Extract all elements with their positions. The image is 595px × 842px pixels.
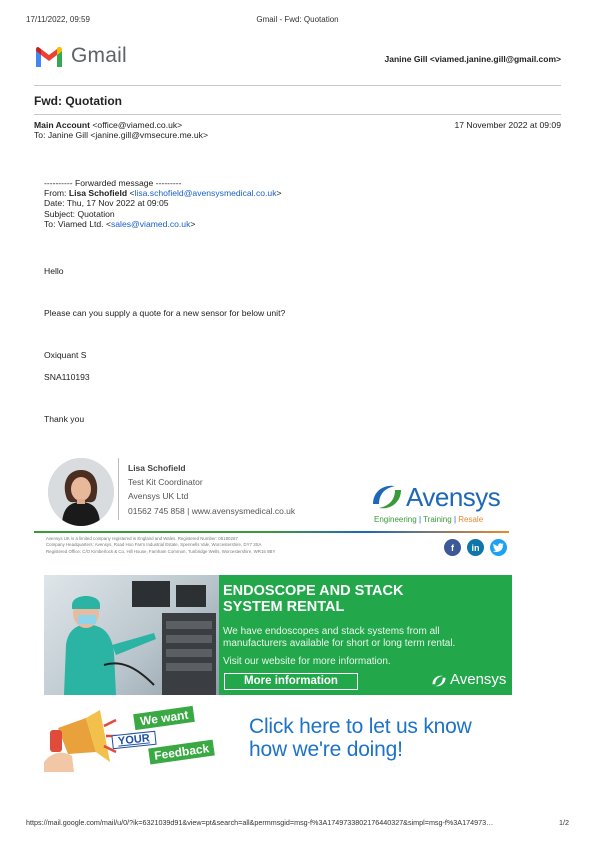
banner-text: We have endoscopes and stack systems from all manufacturers available for short or long term rental. [223, 626, 456, 649]
feedback-word: Feedback [148, 740, 215, 765]
feedback-graphic[interactable] [44, 706, 224, 772]
banner-avensys-icon [430, 674, 448, 688]
account-email: Janine Gill <viamed.janine.gill@gmail.com> [384, 54, 561, 64]
gmail-wordmark: Gmail [71, 44, 127, 67]
signature-contact: 01562 745 858 | www.avensysmedical.co.uk [128, 506, 296, 516]
body-request: Please can you supply a quote for a new sensor for below unit? [44, 308, 286, 318]
body-signoff: Thank you [44, 414, 85, 424]
signature-job-title: Test Kit Coordinator [128, 477, 203, 487]
avensys-logo-text: Avensys [406, 482, 501, 512]
forwarded-header: ---------- Forwarded message --------- [44, 178, 182, 188]
banner-headline: ENDOSCOPE AND STACK SYSTEM RENTAL [223, 583, 404, 615]
email-subject: Fwd: Quotation [34, 94, 122, 108]
signature-divider [118, 458, 119, 520]
linkedin-icon[interactable]: in [467, 539, 484, 556]
sender-address: <office@viamed.co.uk> [90, 120, 183, 130]
sender-name: Main Account [34, 120, 91, 130]
forwarded-block [44, 178, 282, 229]
body-serial: SNA110193 [44, 372, 90, 382]
print-page-number: 1/2 [559, 818, 569, 827]
print-footer-url: https://mail.google.com/mail/u/0/?ik=6321039d91&view=pt&search=all&permmsgid=msg-f%3A1749733802176440327&simpl=msg-f%3A174973… [26, 818, 494, 827]
signature-phone: 01562 745 858 [128, 506, 185, 516]
banner-visit-text: Visit our website for more information. [223, 656, 391, 667]
feedback-your: YOUR [111, 731, 156, 749]
feedback-we-want: We want [133, 706, 195, 730]
facebook-icon[interactable]: f [444, 539, 461, 556]
body-greeting: Hello [44, 266, 64, 276]
signature-website-link[interactable]: www.avensysmedical.co.uk [191, 506, 296, 516]
banner-avensys-logo: Avensys [450, 671, 507, 688]
email-recipient: To: Janine Gill <janine.gill@vmsecure.me.uk> [34, 130, 208, 140]
forwarded-from: From: Lisa Schofield <lisa.schofield@avensysmedical.co.uk> [44, 188, 282, 199]
signature-color-rule [34, 531, 509, 533]
forwarded-date: Date: Thu, 17 Nov 2022 at 09:05 [44, 198, 169, 209]
divider [34, 85, 561, 86]
forwarded-subject: Subject: Quotation [44, 208, 115, 219]
divider [34, 114, 561, 115]
feedback-link[interactable]: Click here to let us know how we're doing! [249, 715, 472, 761]
signature-avatar [48, 458, 114, 526]
forwarded-to-email-link[interactable]: sales@viamed.co.uk [110, 218, 191, 229]
forwarded-to: To: Viamed Ltd. <sales@viamed.co.uk> [44, 218, 196, 229]
signature-name: Lisa Schofield [128, 463, 186, 473]
email-date: 17 November 2022 at 09:09 [454, 120, 561, 130]
print-datetime: 17/11/2022, 09:59 [26, 15, 90, 24]
twitter-icon[interactable] [490, 539, 507, 556]
body-unit-name: Oxiquant S [44, 350, 87, 360]
avensys-tagline: Engineering | Training | Resale [374, 515, 484, 524]
banner-photo [44, 575, 219, 695]
print-title: Gmail - Fwd: Quotation [256, 15, 339, 24]
forwarded-from-email-link[interactable]: lisa.schofield@avensysmedical.co.uk [134, 188, 277, 199]
gmail-logo-icon [34, 45, 64, 69]
signature-legal: Avensys UK is a limited company registered in England and Wales. Registered Number: 05180267 Company Headquarters: Avensys, Road Hoo Farm Industrial Estate, Spennells Vale, Worcestershire, DY7 3SA Registered Office: C/O Kimberlock & Co, Hill House, Farnham Common, Tunbridge Wells, Worcestershire, WR15 8BY [46, 536, 276, 554]
avensys-logo-icon [369, 482, 405, 512]
forwarded-from-name: Lisa Schofield [68, 188, 128, 199]
sender [34, 120, 182, 130]
rental-banner[interactable] [44, 575, 512, 695]
signature-company: Avensys UK Ltd [128, 491, 189, 501]
more-information-button[interactable]: More information [224, 673, 358, 690]
